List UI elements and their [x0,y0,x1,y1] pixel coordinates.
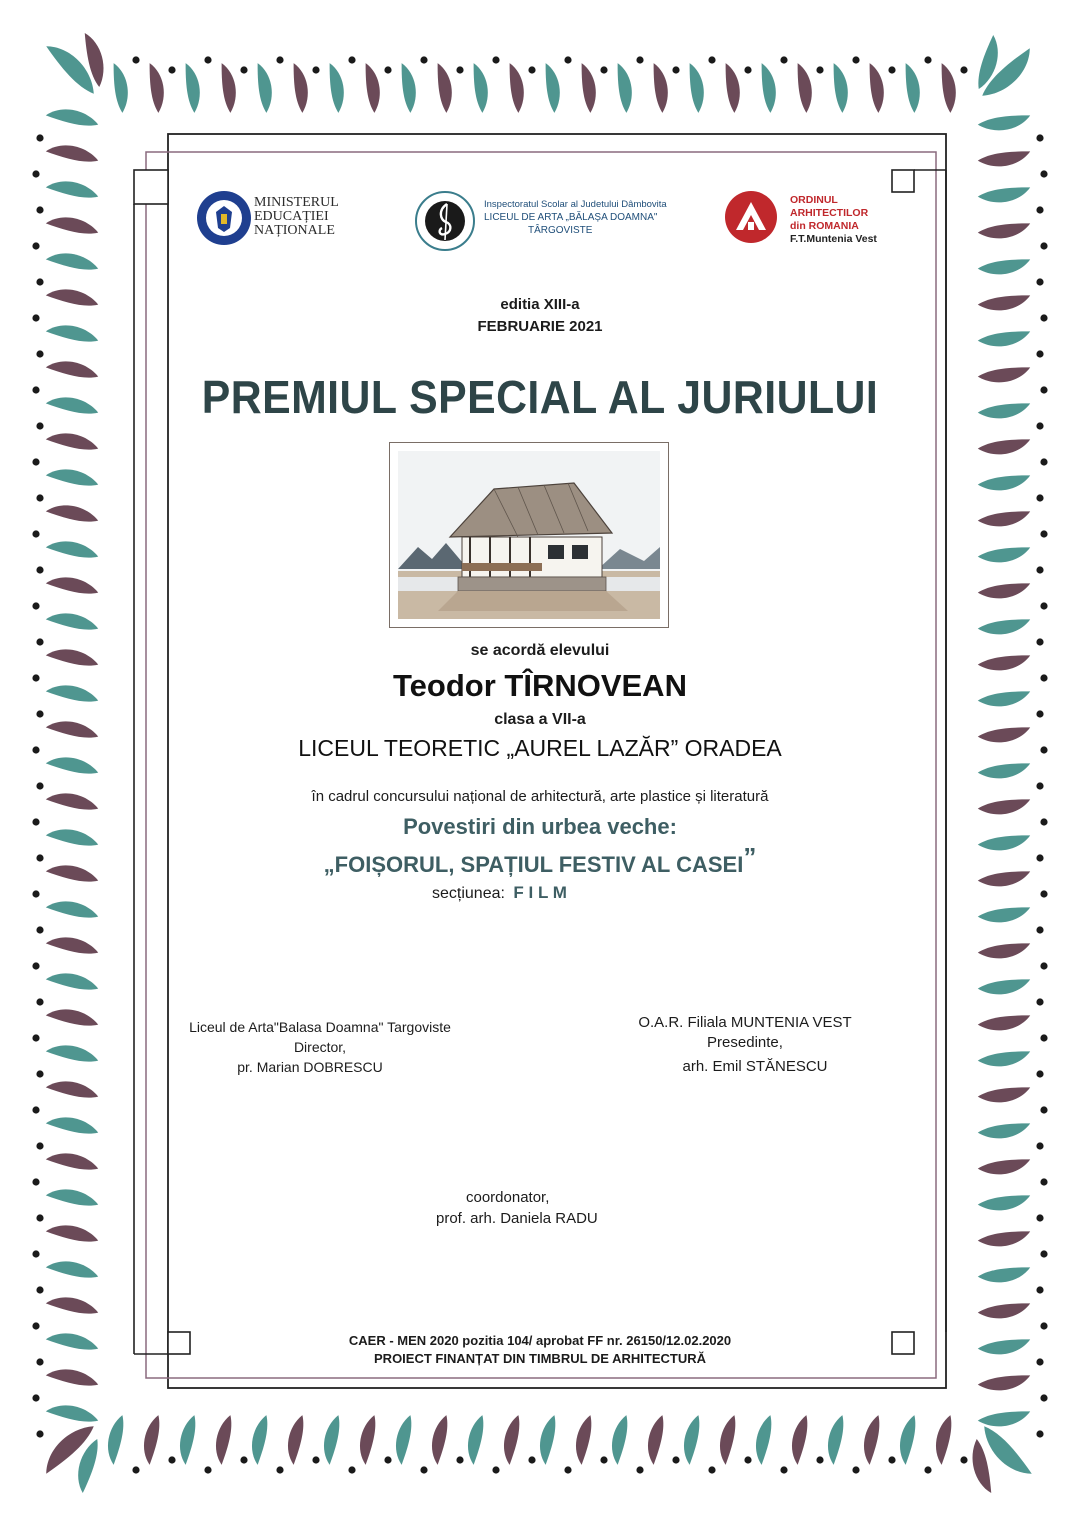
leaf-ornament [977,616,1032,639]
dot-ornament [816,66,823,73]
corner-square-br [892,1332,914,1354]
corner-square-bl [168,1332,190,1354]
dot-ornament [36,854,43,861]
dot-ornament [36,494,43,501]
dot-ornament [36,638,43,645]
dot-ornament [780,1466,787,1473]
leaf-ornament [45,1186,100,1209]
dot-ornament [1040,458,1047,465]
leaf-ornament [977,184,1032,207]
leaf-ornament [45,934,100,957]
dot-ornament [1040,530,1047,537]
section-value: F I L M [513,883,567,902]
leaf-ornament [45,538,100,561]
leaf-ornament [45,1330,100,1353]
leaf-ornament [977,832,1032,855]
oar-triangle-logo-icon [724,190,778,244]
dot-ornament [1040,1250,1047,1257]
leaf-ornament [977,508,1032,531]
men-line-2: EDUCAȚIEI [254,209,329,224]
dot-ornament [384,1456,391,1463]
awarded-to-label: se acordă elevului [470,642,610,659]
oar-line-4: F.T.Muntenia Vest [790,233,877,245]
dot-ornament [32,890,39,897]
oar-line-1: ORDINUL [790,194,838,206]
dot-ornament [528,1456,535,1463]
dot-ornament [32,818,39,825]
dot-ornament [1036,1286,1043,1293]
signature-right-name: arh. Emil STĂNESCU [682,1058,828,1075]
student-name: Teodor TÎRNOVEAN [393,668,687,703]
dot-ornament [888,1456,895,1463]
dot-ornament [36,1286,43,1293]
leaf-ornament [110,62,131,114]
dot-ornament [672,1456,679,1463]
dot-ornament [1036,782,1043,789]
leaf-ornament [362,62,383,114]
dot-ornament [456,1456,463,1463]
dot-ornament [600,66,607,73]
dot-ornament [1040,242,1047,249]
dot-ornament [36,1142,43,1149]
leaf-ornament [45,466,100,489]
dot-ornament [1040,314,1047,321]
leaf-ornament [578,62,599,114]
leaf-ornament [977,1192,1032,1215]
leaf-ornament [45,394,100,417]
men-line-1: MINISTERUL [254,195,339,210]
wooden-house-painting [398,451,660,619]
dot-ornament [204,1466,211,1473]
dot-ornament [32,386,39,393]
dot-ornament [36,350,43,357]
oar-logo [724,190,884,250]
men-line-3: NAȚIONALE [254,223,335,238]
dot-ornament [312,66,319,73]
leaf-ornament [752,1414,773,1466]
leaf-ornament [977,544,1032,567]
dot-ornament [168,1456,175,1463]
dot-ornament [32,530,39,537]
footer-line-1: CAER - MEN 2020 pozitia 104/ aprobat FF nr. 26150/12.02.2020 [348,1333,732,1348]
leaf-ornament [977,1300,1032,1323]
dot-ornament [240,1456,247,1463]
leaf-ornament [284,1414,305,1466]
dot-ornament [744,66,751,73]
signature-right-role: Presedinte, [707,1034,783,1051]
leaf-ornament [45,1366,100,1389]
isj-line-2: LICEUL DE ARTA „BĂLAȘA DOAMNA" [484,212,658,223]
dot-ornament [492,56,499,63]
leaf-ornament [977,472,1032,495]
edition: editia XIII-a [500,296,580,313]
leaf-ornament [650,62,671,114]
leaf-ornament [392,1414,413,1466]
dot-ornament [852,56,859,63]
dot-ornament [36,782,43,789]
dot-ornament [36,566,43,573]
leaf-ornament [434,62,455,114]
leaf-ornament [977,1336,1032,1359]
dot-ornament [32,1322,39,1329]
dot-ornament [1036,134,1043,141]
leaf-ornament [45,142,100,165]
signature-right-org: O.A.R. Filiala MUNTENIA VEST [638,1014,852,1031]
dot-ornament [1036,422,1043,429]
dot-ornament [32,242,39,249]
dot-ornament [36,1214,43,1221]
dot-ornament [36,1070,43,1077]
coordinator-name: prof. arh. Daniela RADU [436,1210,598,1227]
leaf-ornament [45,790,100,813]
oar-line-3: din ROMANIA [790,220,859,232]
leaf-ornament [794,62,815,114]
leaf-ornament [45,610,100,633]
dot-ornament [348,56,355,63]
leaf-ornament [977,580,1032,603]
dot-ornament [1036,494,1043,501]
dot-ornament [528,66,535,73]
dot-ornament [672,66,679,73]
leaf-ornament [977,400,1032,423]
leaf-ornament [45,1402,100,1425]
leaf-ornament [506,62,527,114]
leaf-ornament [536,1414,557,1466]
men-logo [196,190,356,250]
leaf-ornament [977,220,1032,243]
dot-ornament [708,1466,715,1473]
leaf-ornament [398,62,419,114]
dot-ornament [1040,962,1047,969]
leaf-ornament [45,1114,100,1137]
dot-ornament [1036,1214,1043,1221]
dot-ornament [1040,386,1047,393]
leaf-ornament [680,1414,701,1466]
leaf-ornament [608,1414,629,1466]
dot-ornament [32,1106,39,1113]
leaf-ornament [45,826,100,849]
dot-ornament [36,134,43,141]
section-row [432,883,732,903]
leaf-ornament [977,796,1032,819]
footer-line-2: PROIECT FINANȚAT DIN TIMBRUL DE ARHITECTURĂ [374,1351,706,1366]
dot-ornament [1036,1142,1043,1149]
dot-ornament [924,56,931,63]
leaf-ornament [977,1228,1032,1251]
leaf-ornament [176,1414,197,1466]
leaf-ornament [500,1414,521,1466]
contest-context: în cadrul concursului național de arhitectură, arte plastice și literatură [311,788,769,805]
dot-ornament [32,962,39,969]
signature-left-role: Director, [293,1039,347,1055]
dot-ornament [1036,1358,1043,1365]
leaf-ornament [212,1414,233,1466]
dot-ornament [1040,746,1047,753]
dot-ornament [636,1466,643,1473]
dot-ornament [816,1456,823,1463]
leaf-ornament [320,1414,341,1466]
school-name: LICEUL TEORETIC „AUREL LAZĂR” ORADEA [298,735,782,761]
dot-ornament [32,1250,39,1257]
dot-ornament [36,1430,43,1437]
contest-title-line-2: „FOIȘORUL, SPAȚIUL FESTIV AL CASEI” [323,842,757,877]
leaf-ornament [45,682,100,705]
leaf-ornament [788,1414,809,1466]
treble-clef-logo-icon [414,190,476,252]
dot-ornament [708,56,715,63]
leaf-ornament [45,1294,100,1317]
dot-ornament [960,1456,967,1463]
leaf-ornament [977,328,1032,351]
coordinator [436,1187,696,1229]
dot-ornament [240,66,247,73]
dot-ornament [456,66,463,73]
leaf-ornament [977,292,1032,315]
leaf-ornament [428,1414,449,1466]
dot-ornament [1040,890,1047,897]
dot-ornament [204,56,211,63]
dot-ornament [32,674,39,681]
leaf-ornament [896,1414,917,1466]
leaf-ornament [977,904,1032,927]
dot-ornament [36,278,43,285]
dot-ornament [420,1466,427,1473]
leaf-ornament [45,718,100,741]
dot-ornament [32,1394,39,1401]
leaf-ornament [977,1372,1032,1395]
leaf-ornament [45,898,100,921]
dot-ornament [36,998,43,1005]
leaf-ornament [45,1042,100,1065]
leaf-ornament [977,1156,1032,1179]
leaf-ornament [45,1258,100,1281]
dot-ornament [420,56,427,63]
dot-ornament [1040,1034,1047,1041]
leaf-ornament [860,1414,881,1466]
leaf-ornament [45,970,100,993]
leaf-ornament [248,1414,269,1466]
contest-title-line-1: Povestiri din urbea veche: [403,814,677,839]
dot-ornament [168,66,175,73]
leaf-ornament [977,364,1032,387]
leaf-ornament [45,1222,100,1245]
dot-ornament [1040,818,1047,825]
dot-ornament [1040,602,1047,609]
leaf-ornament [866,62,887,114]
dot-ornament [564,56,571,63]
corner-square-tr [892,170,914,192]
leaf-ornament [977,940,1032,963]
dot-ornament [132,1466,139,1473]
leaf-ornament [977,688,1032,711]
dot-ornament [36,710,43,717]
leaf-ornament [45,754,100,777]
leaf-ornament [45,286,100,309]
leaf-ornament [45,646,100,669]
leaf-ornament [977,112,1032,135]
signature-right [600,1013,890,1077]
leaf-ornament [977,1048,1032,1071]
dot-ornament [888,66,895,73]
leaf-ornament [326,62,347,114]
leaf-ornament [977,436,1032,459]
dot-ornament [924,1466,931,1473]
dot-ornament [1036,1070,1043,1077]
leaf-ornament [104,1414,125,1466]
leaf-ornament [140,1414,161,1466]
leaf-ornament [758,62,779,114]
leaf-ornament [977,256,1032,279]
dot-ornament [1036,278,1043,285]
leaf-ornament [45,430,100,453]
dot-ornament [36,1358,43,1365]
leaf-ornament [45,322,100,345]
leaf-ornament [45,178,100,201]
dot-ornament [1036,926,1043,933]
leaf-ornament [470,62,491,114]
leaf-ornament [716,1414,737,1466]
leaf-ornament [977,868,1032,891]
dot-ornament [1040,1394,1047,1401]
dot-ornament [852,1466,859,1473]
dot-ornament [780,56,787,63]
dot-ornament [1040,1322,1047,1329]
leaf-ornament [45,214,100,237]
isj-line-1: Inspectoratul Scolar al Judetului Dâmbovita [484,199,667,210]
leaf-ornament [686,62,707,114]
leaf-ornament [45,502,100,525]
leaf-ornament [45,250,100,273]
leaf-ornament [45,106,100,129]
isj-line-3: TÂRGOVISTE [528,225,593,236]
leaf-ornament [824,1414,845,1466]
leaf-ornament [830,62,851,114]
leaf-ornament [45,1078,100,1101]
dot-ornament [1036,710,1043,717]
leaf-ornament [722,62,743,114]
corner-square-tl [134,170,168,204]
leaf-ornament [356,1414,377,1466]
leaf-ornament [932,1414,953,1466]
dot-ornament [32,170,39,177]
dot-ornament [32,602,39,609]
dot-ornament [636,56,643,63]
dot-ornament [564,1466,571,1473]
leaf-ornament [45,358,100,381]
class-label: clasa a VII-a [494,711,586,728]
dot-ornament [600,1456,607,1463]
dot-ornament [1036,638,1043,645]
leaf-ornament [977,1264,1032,1287]
dot-ornament [36,926,43,933]
dot-ornament [348,1466,355,1473]
leaf-ornament [45,1006,100,1029]
dot-ornament [1040,674,1047,681]
dot-ornament [384,66,391,73]
dot-ornament [32,1034,39,1041]
leaf-ornament [644,1414,665,1466]
leaf-ornament [902,62,923,114]
leaf-ornament [45,1150,100,1173]
dot-ornament [32,746,39,753]
leaf-ornament [977,1120,1032,1143]
dot-ornament [492,1466,499,1473]
page-title: PREMIUL SPECIAL AL JURIULUI [201,371,879,423]
signature-left-org: Liceul de Arta"Balasa Doamna" Targoviste [189,1019,451,1035]
dot-ornament [1036,206,1043,213]
isj-logo [414,190,674,250]
dot-ornament [1040,1178,1047,1185]
dot-ornament [1036,854,1043,861]
leaf-ornament [45,862,100,885]
leaf-ornament [977,148,1032,171]
dot-ornament [32,314,39,321]
dot-ornament [312,1456,319,1463]
dot-ornament [276,1466,283,1473]
leaf-ornament [977,976,1032,999]
dot-ornament [32,1178,39,1185]
leaf-ornament [45,574,100,597]
dot-ornament [1036,998,1043,1005]
dot-ornament [132,56,139,63]
leaf-ornament [218,62,239,114]
oar-line-2: ARHITECTILOR [790,207,869,219]
leaf-ornament [977,760,1032,783]
leaf-ornament [182,62,203,114]
leaf-ornament [938,62,959,114]
leaf-ornament [254,62,275,114]
section-label: secțiunea: [432,885,505,902]
dot-ornament [1036,1430,1043,1437]
leaf-ornament [977,1084,1032,1107]
leaf-ornament [977,724,1032,747]
dot-ornament [1040,170,1047,177]
dot-ornament [276,56,283,63]
coordinator-role: coordonator, [466,1189,550,1206]
dot-ornament [1040,1106,1047,1113]
dot-ornament [32,458,39,465]
dot-ornament [36,206,43,213]
dot-ornament [744,1456,751,1463]
government-seal-icon [196,190,252,246]
leaf-ornament [977,1012,1032,1035]
date: FEBRUARIE 2021 [477,318,603,335]
leaf-ornament [977,652,1032,675]
dot-ornament [1036,350,1043,357]
leaf-ornament [464,1414,485,1466]
leaf-ornament [614,62,635,114]
signature-left [170,1017,470,1077]
leaf-ornament [542,62,563,114]
signature-left-name: pr. Marian DOBRESCU [237,1059,383,1075]
dot-ornament [960,66,967,73]
painting-frame [389,442,669,628]
dot-ornament [36,422,43,429]
dot-ornament [1036,566,1043,573]
leaf-ornament [146,62,167,114]
leaf-ornament [572,1414,593,1466]
leaf-ornament [290,62,311,114]
